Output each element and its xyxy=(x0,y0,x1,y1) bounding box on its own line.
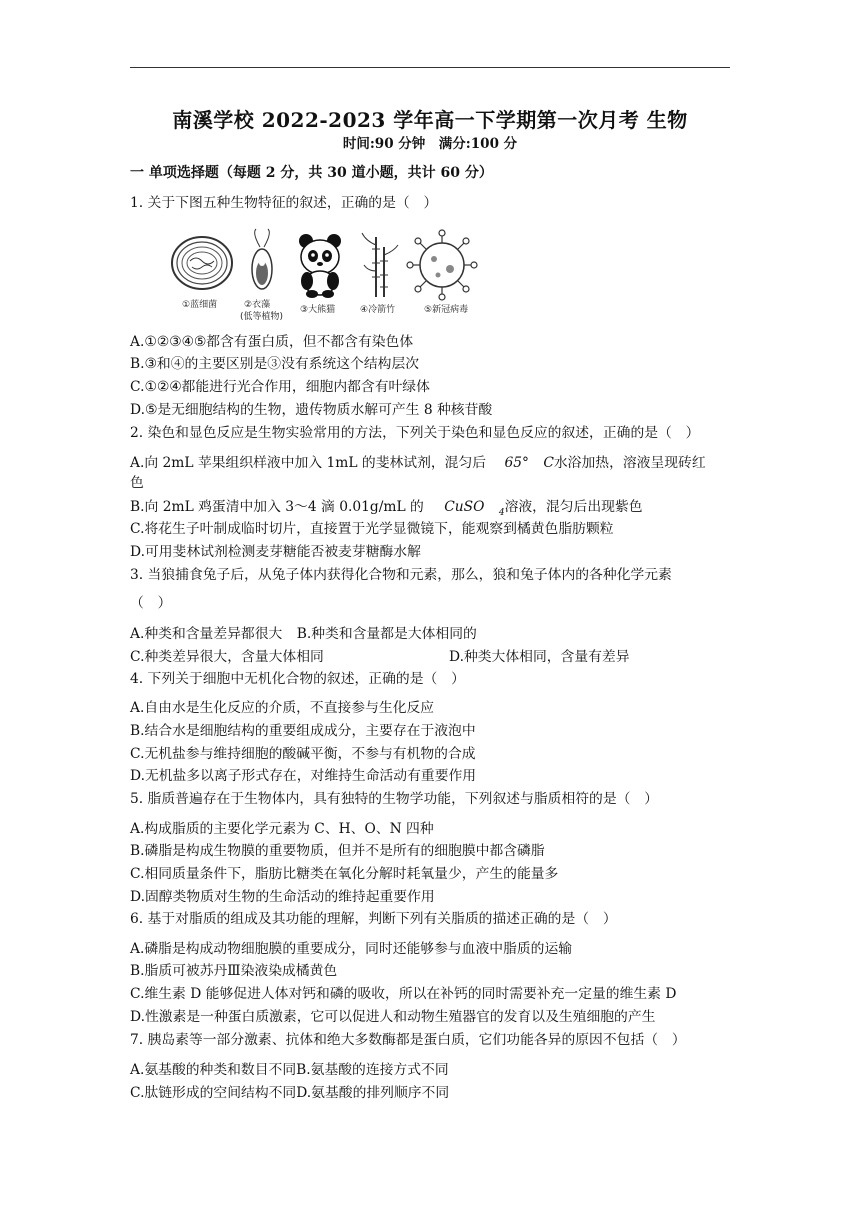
q2-option-d: D.可用斐林试剂检测麦芽糖能否被麦芽糖酶水解 xyxy=(130,544,421,560)
cyanobacteria-icon xyxy=(172,237,232,289)
caption-2-note: (低等植物) xyxy=(240,312,284,322)
bamboo-icon xyxy=(362,233,398,297)
q2-option-b-part1: B.向 2mL 鸡蛋清中加入 3～4 滴 0.01g/mL 的 xyxy=(130,499,424,515)
q5-option-a: A.构成脂质的主要化学元素为 C、H、O、N 四种 xyxy=(130,821,434,837)
q7-options-row1 xyxy=(130,1061,449,1079)
q2-formula-subscript: 4 xyxy=(498,507,505,518)
page-title: 南溪学校 2022-2023 学年高一下学期第一次月考 生物 xyxy=(172,108,688,132)
q1-option-a: A.①②③④⑤都含有蛋白质，但不都含有染色体 xyxy=(130,334,414,350)
q2-option-a-part1: A.向 2mL 苹果组织样液中加入 1mL 的斐林试剂，混匀后 xyxy=(130,455,487,471)
header-rule xyxy=(130,67,730,68)
caption-1: ①蓝细菌 xyxy=(182,300,218,310)
q6-stem: 6. 基于对脂质的组成及其功能的理解，判断下列有关脂质的描述正确的是（ ） xyxy=(130,911,617,927)
q4-option-a: A.自由水是生化反应的介质，不直接参与生化反应 xyxy=(130,700,435,716)
q2-temperature: 65° xyxy=(504,455,529,471)
section-heading: 一 单项选择题（每题 2 分，共 30 道小题，共计 60 分） xyxy=(130,165,493,181)
q3-stem: 3. 当狼捕食兔子后，从兔子体内获得化合物和元素，那么，狼和兔子体内的各种化学元素 xyxy=(130,567,672,583)
q7-option-b: B.氨基酸的连接方式不同 xyxy=(296,1062,449,1078)
q2-option-a-part2: 水浴加热，溶液呈现砖红 xyxy=(553,455,706,471)
caption-4: ④冷箭竹 xyxy=(360,305,396,315)
q1-option-b: B.③和④的主要区别是③没有系统这个结构层次 xyxy=(130,356,420,372)
q1-option-c: C.①②④都能进行光合作用，细胞内都含有叶绿体 xyxy=(130,379,430,395)
exam-info: 时间:90 分钟 满分:100 分 xyxy=(342,136,518,152)
q3-option-b-text: B.种类和含量都是大体相同的 xyxy=(296,626,477,642)
q6-option-c: C.维生素 D 能够促进人体对钙和磷的吸收，所以在补钙的同时需要补充一定量的维生素 D xyxy=(130,986,677,1002)
q3-option-a-text: A.种类和含量差异都很大 xyxy=(130,626,283,642)
q6-option-d: D.性激素是一种蛋白质激素，它可以促进人和动物生殖器官的发育以及生殖细胞的产生 xyxy=(130,1009,656,1025)
q6-option-a: A.磷脂是构成动物细胞膜的重要成分，同时还能够参与血液中脂质的运输 xyxy=(130,941,573,957)
q7-option-c: C.肽链形成的空间结构不同 xyxy=(130,1085,297,1101)
q3-option-c: C.种类差异很大，含量大体相同 xyxy=(130,649,324,665)
organisms-figure xyxy=(170,227,490,325)
q5-option-c: C.相同质量条件下，脂肪比糖类在氧化分解时耗氧量少，产生的能量多 xyxy=(130,866,559,882)
q2-option-a-line2: 色 xyxy=(130,475,144,491)
caption-3: ③大熊猫 xyxy=(300,305,336,315)
q2-formula: CuSO xyxy=(444,499,485,515)
q7-stem: 7. 胰岛素等一部分激素、抗体和绝大多数酶都是蛋白质，它们功能各异的原因不包括（ ） xyxy=(130,1032,686,1048)
q3-option-a xyxy=(130,625,477,643)
q4-stem: 4. 下列关于细胞中无机化合物的叙述，正确的是（ ） xyxy=(130,671,465,687)
q3-option-d: D.种类大体相同，含量有差异 xyxy=(449,649,630,665)
caption-2: ②衣藻 xyxy=(244,300,271,310)
q4-option-c: C.无机盐参与维持细胞的酸碱平衡，不参与有机物的合成 xyxy=(130,746,476,762)
q4-option-d: D.无机盐多以离子形式存在，对维持生命活动有重要作用 xyxy=(130,768,477,784)
q2-stem: 2. 染色和显色反应是生物实验常用的方法，下列关于染色和显色反应的叙述，正确的是（ ） xyxy=(130,425,700,441)
panda-icon xyxy=(299,234,341,298)
q5-option-d: D.固醇类物质对生物的生命活动的维持起重要作用 xyxy=(130,889,435,905)
q2-temperature-unit: C xyxy=(543,455,554,471)
q4-option-b: B.结合水是细胞结构的重要组成成分，主要存在于液泡中 xyxy=(130,723,476,739)
q2-option-b-part2: 溶液，混匀后出现紫色 xyxy=(504,499,643,515)
q1-stem: 1. 关于下图五种生物特征的叙述，正确的是（ ） xyxy=(130,195,438,211)
q7-option-a: A.氨基酸的种类和数目不同 xyxy=(130,1062,297,1078)
q2-option-b xyxy=(130,498,643,522)
q5-stem: 5. 脂质普遍存在于生物体内，具有独特的生物学功能，下列叙述与脂质相符的是（ ） xyxy=(130,791,659,807)
q7-option-d: D.氨基酸的排列顺序不同 xyxy=(296,1085,450,1101)
caption-5: ⑤新冠病毒 xyxy=(424,305,469,315)
q6-option-b: B.脂质可被苏丹Ⅲ染液染成橘黄色 xyxy=(130,963,338,979)
q1-option-d: D.⑤是无细胞结构的生物，遗传物质水解可产生 8 种核苷酸 xyxy=(130,402,493,418)
q2-option-a-line1 xyxy=(130,454,706,472)
q5-option-b: B.磷脂是构成生物膜的重要物质，但并不是所有的细胞膜中都含磷脂 xyxy=(130,843,545,859)
q7-options-row2 xyxy=(130,1084,449,1102)
q3-stem-bracket: （ ） xyxy=(130,595,172,611)
coronavirus-icon xyxy=(407,230,477,300)
q2-option-c: C.将花生子叶制成临时切片，直接置于光学显微镜下，能观察到橘黄色脂肪颗粒 xyxy=(130,521,614,537)
chlamydomonas-icon xyxy=(252,229,272,289)
